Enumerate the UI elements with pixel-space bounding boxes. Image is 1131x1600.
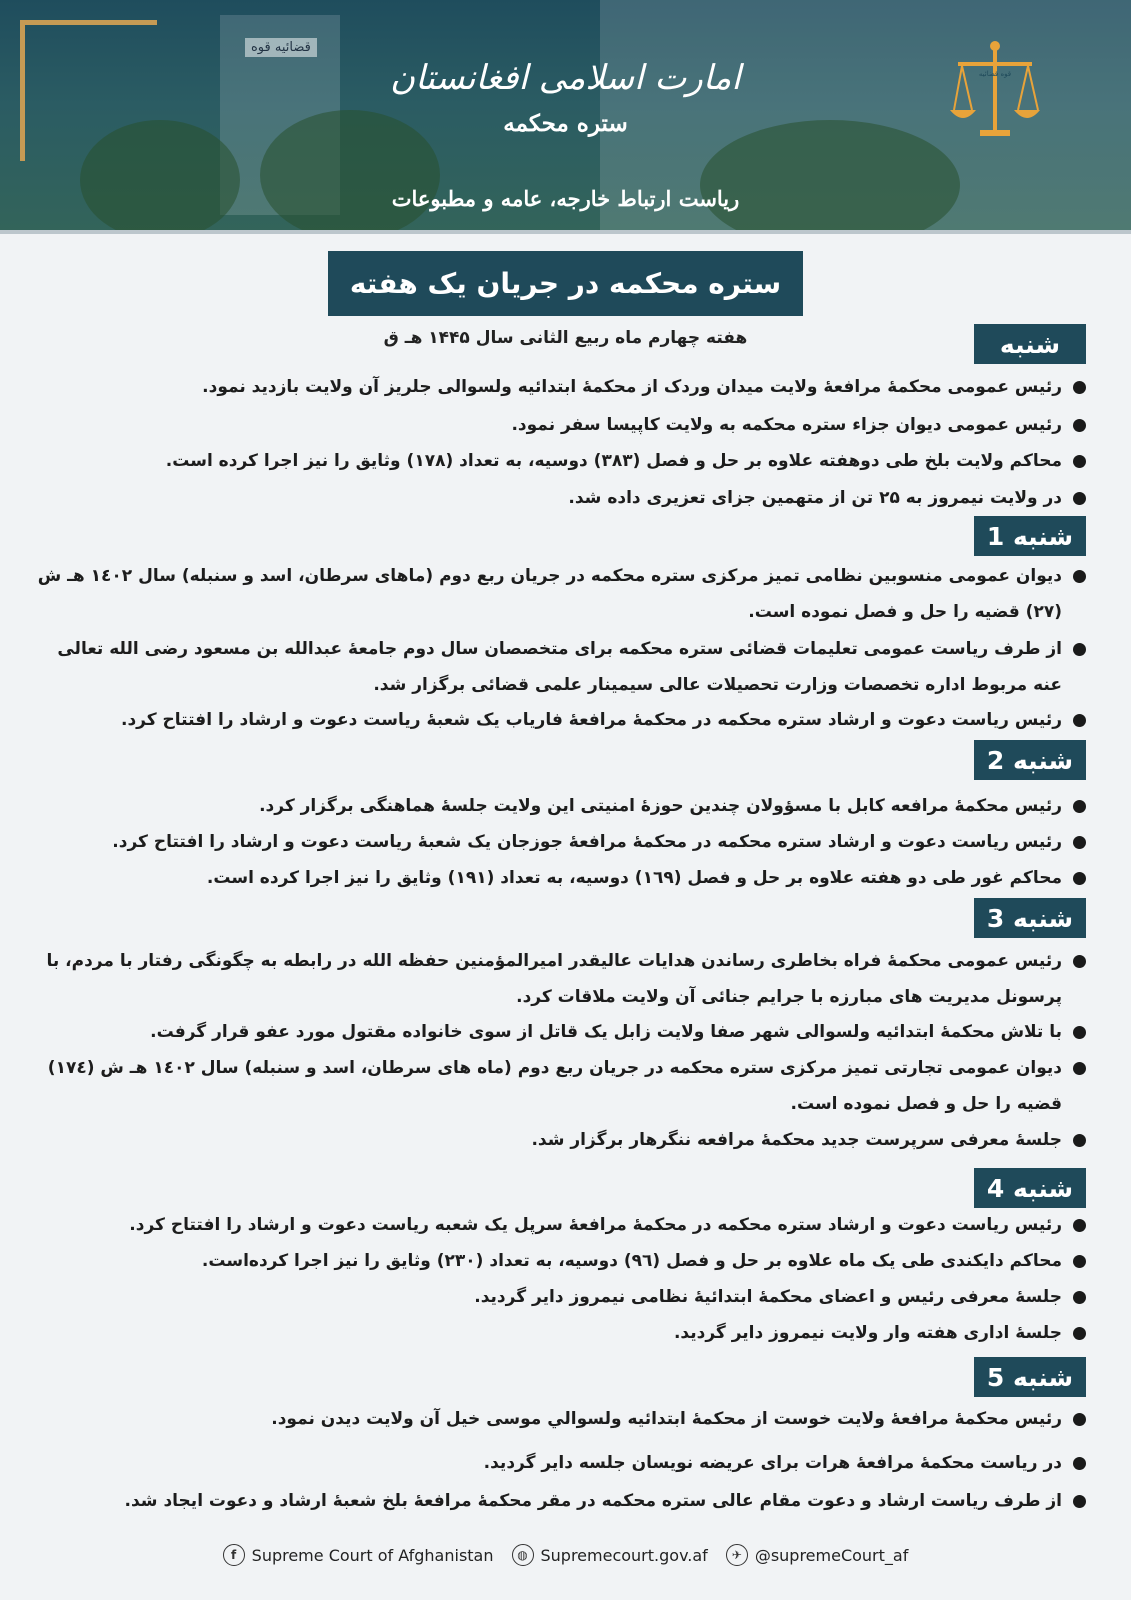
twitter-icon: ✈: [726, 1544, 748, 1566]
bullet-icon: [1073, 1219, 1086, 1232]
footer: [0, 1535, 1131, 1575]
list-item: رئیس محکمهٔ مرافعهٔ ولایت خوست از محکمهٔ ابتدائیه ولسوالي موسی خیل آن ولایت دیدن نمود.: [26, 1401, 1086, 1437]
list-item: با تلاش محکمهٔ ابتدائیه ولسوالی شهر صفا ولایت زابل یک قاتل از سوی خانواده مقتول مورد عفو قرار گرفت.: [26, 1014, 1086, 1050]
facebook-link[interactable]: [223, 1544, 494, 1566]
bullet-icon: [1073, 836, 1086, 849]
list-item: جلسهٔ معرفی رئیس و اعضای محکمهٔ ابتدائیهٔ نظامی نیمروز دایر گردید.: [26, 1279, 1086, 1315]
list-item: در ریاست محکمهٔ مرافعهٔ هرات برای عریضه نویسان جلسه دایر گردید.: [26, 1445, 1086, 1481]
list-item: رئیس عمومی محکمهٔ مرافعهٔ ولایت میدان وردک از محکمهٔ ابتدائیه ولسوالی جلریز آن ولایت بازدید نمود.: [46, 369, 1086, 405]
list-item: محاکم ولایت بلخ طی دوهفته علاوه بر حل و فصل (۳۸۳) دوسیه، به تعداد (۱۷۸) وثایق را نیز اجرا کرده است.: [46, 443, 1086, 479]
bullet-icon: [1073, 1026, 1086, 1039]
bullet-icon: [1073, 455, 1086, 468]
bullet-icon: [1073, 1062, 1086, 1075]
facebook-label: Supreme Court of Afghanistan: [251, 1545, 494, 1565]
header-banner: [0, 0, 1131, 233]
day-heading-sunday: 1 شنبه: [974, 516, 1086, 556]
facebook-icon: f: [223, 1544, 245, 1566]
bullet-icon: [1073, 1327, 1086, 1340]
list-item: از طرف ریاست عمومی تعلیمات قضائی ستره محکمه برای متخصصان سال دوم جامعهٔ عبدالله بن مسعود رضی الله تعالی عنه مربوط اداره تخصصات وزارت تحصیلات عالی سیمینار علمی قضائی برگزار شد.: [26, 631, 1086, 703]
bullet-icon: [1073, 643, 1086, 656]
page-title: ستره محکمه در جریان یک هفته: [328, 251, 803, 316]
bullet-icon: [1073, 1134, 1086, 1147]
court-name: ستره محکمه: [503, 110, 628, 137]
bullet-icon: [1073, 800, 1086, 813]
list-item: دیوان عمومی منسوبین نظامی تمیز مرکزی ستره محکمه در جریان ربع دوم (ماهای سرطان، اسد و سنبله) سال ۱٤۰۲ هـ ش (۲۷) قضیه را حل و فصل نموده است.: [26, 558, 1086, 630]
bullet-icon: [1073, 381, 1086, 394]
list-item: جلسهٔ معرفی سرپرست جدید محکمهٔ مرافعه ننگرهار برگزار شد.: [26, 1122, 1086, 1158]
list-item: محاکم دایکندی طی یک ماه علاوه بر حل و فصل (۹٦) دوسیه، به تعداد (۲۳۰) وثایق را نیز اجرا کرده‌است.: [26, 1243, 1086, 1279]
list-item: رئیس عمومی دیوان جزاء ستره محکمه به ولایت کاپیسا سفر نمود.: [46, 407, 1086, 443]
day-heading-tuesday: 3 شنبه: [974, 898, 1086, 938]
header-divider: [0, 230, 1131, 234]
list-item: جلسهٔ اداری هفته وار ولایت نیمروز دایر گردید.: [26, 1315, 1086, 1351]
bullet-icon: [1073, 714, 1086, 727]
list-item: رئیس عمومی محکمهٔ فراه بخاطری رساندن هدایات عالیقدر امیرالمؤمنین حفظه الله در رابطه به چگونگی رفتار با مردم، با پرسونل مدیریت های مبارزه با جرایم جنائی آن ولایت ملاقات کرد.: [26, 943, 1086, 1015]
twitter-link[interactable]: [726, 1544, 909, 1566]
day-heading-thursday: 5 شنبه: [974, 1357, 1086, 1397]
list-item: دیوان عمومی تجارتی تمیز مرکزی ستره محکمه در جریان ربع دوم (ماه های سرطان، اسد و سنبله) سال ۱٤۰۲ هـ ش (۱۷٤) قضیه را حل و فصل نموده است.: [26, 1050, 1086, 1122]
list-item: در ولایت نیمروز به ۲۵ تن از متهمین جزای تعزیری داده شد.: [46, 480, 1086, 516]
scales-of-justice-icon: [950, 40, 1040, 140]
list-item: رئیس ریاست دعوت و ارشاد ستره محکمه در محکمهٔ مرافعهٔ فاریاب یک شعبهٔ ریاست دعوت و ارشاد را افتتاح کرد.: [26, 702, 1086, 738]
bullet-icon: [1073, 1413, 1086, 1426]
bullet-icon: [1073, 492, 1086, 505]
list-item: رئیس ریاست دعوت و ارشاد ستره محکمه در محکمهٔ مرافعهٔ سرپل یک شعبه ریاست دعوت و ارشاد را افتتاح کرد.: [26, 1207, 1086, 1243]
list-item: رئیس محکمهٔ مرافعه کابل با مسؤولان چندین حوزهٔ امنیتی این ولایت جلسهٔ هماهنگی برگزار کرد.: [26, 788, 1086, 824]
website-link[interactable]: [512, 1544, 708, 1566]
day-heading-wednesday: 4 شنبه: [974, 1168, 1086, 1208]
bullet-icon: [1073, 419, 1086, 432]
list-item: از طرف ریاست ارشاد و دعوت مقام عالی ستره محکمه در مقر محکمهٔ مرافعهٔ بلخ شعبهٔ ارشاد و دعوت ایجاد شد.: [26, 1483, 1086, 1519]
day-heading-monday: 2 شنبه: [974, 740, 1086, 780]
globe-icon: ◍: [512, 1544, 534, 1566]
building-sign: قضائیه قوه: [245, 38, 317, 57]
emblem-text: قوه قضائیه: [978, 70, 1012, 78]
twitter-label: @supremeCourt_af: [754, 1545, 909, 1565]
bullet-icon: [1073, 570, 1086, 583]
day-heading-saturday: شنبه: [974, 324, 1086, 364]
list-item: محاکم غور طی دو هفته علاوه بر حل و فصل (۱٦۹) دوسیه، به تعداد (۱۹۱) وثایق را نیز اجرا کرده است.: [26, 860, 1086, 896]
website-label: Supremecourt.gov.af: [540, 1545, 708, 1565]
week-subtitle: هفته چهارم ماه ربیع الثانی سال ۱۴۴۵ هـ ق: [383, 328, 748, 348]
bullet-icon: [1073, 872, 1086, 885]
bullet-icon: [1073, 1291, 1086, 1304]
bullet-icon: [1073, 955, 1086, 968]
emirate-logo-text: امارت اسلامی افغانستان: [390, 58, 741, 98]
list-item: رئیس ریاست دعوت و ارشاد ستره محکمه در محکمهٔ مرافعهٔ جوزجان یک شعبهٔ ریاست دعوت و ارشاد را افتتاح کرد.: [26, 824, 1086, 860]
department-name: ریاست ارتباط خارجه، عامه و مطبوعات: [391, 186, 740, 211]
bullet-icon: [1073, 1495, 1086, 1508]
bullet-icon: [1073, 1255, 1086, 1268]
bullet-icon: [1073, 1457, 1086, 1470]
